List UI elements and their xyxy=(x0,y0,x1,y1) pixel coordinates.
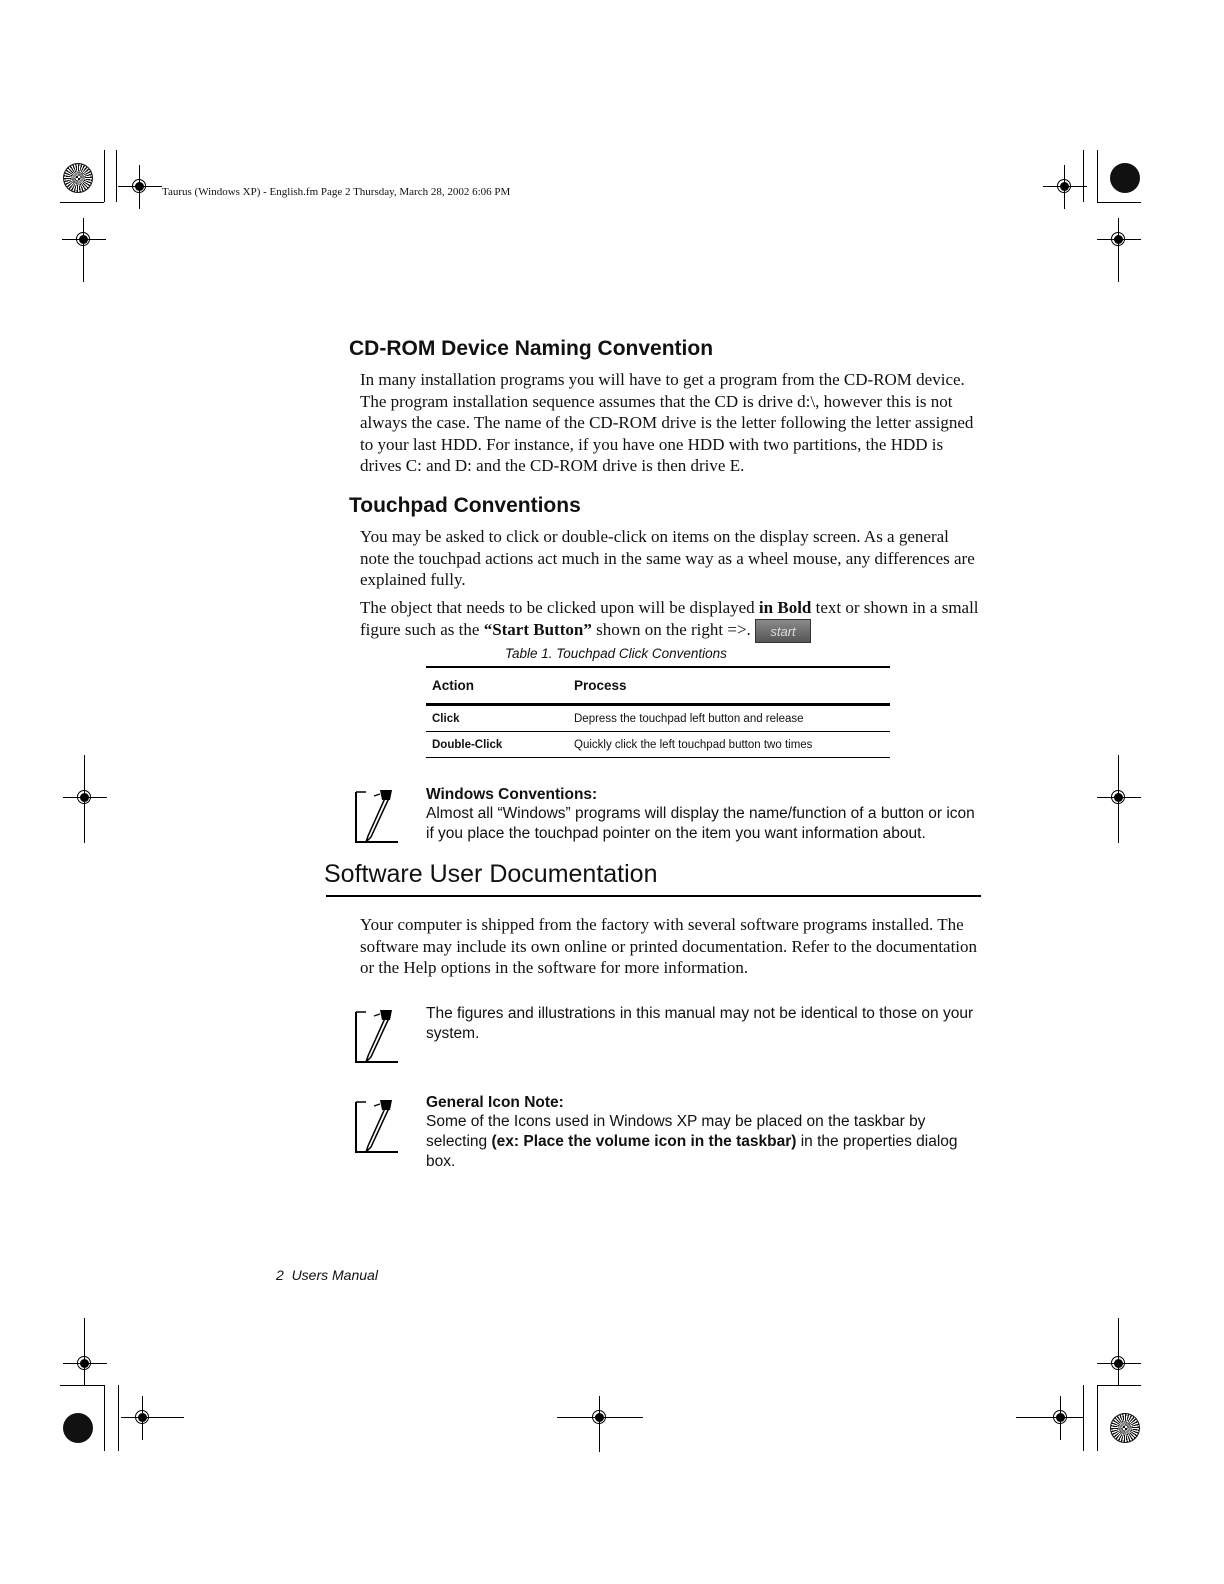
registration-target-icon xyxy=(1043,165,1087,209)
table-header-row xyxy=(426,667,890,705)
touchpad-paragraph-2: The object that needs to be clicked upon will be displayed in Bold text or shown in a small figure such as the “Start Button” shown on the right =>. start xyxy=(360,597,982,643)
note-title: Windows Conventions: xyxy=(426,786,598,803)
registration-disk-icon xyxy=(63,163,93,193)
touchpad-paragraph-1: You may be asked to click or double-click on items on the display screen. As a general note the touchpad actions act much in the same way as a wheel mouse, any differences are explained fully. xyxy=(360,527,975,589)
note-text: Some of the Icons used in Windows XP may be placed on the taskbar by selecting (ex: Place the volume icon in the taskbar) in the properties dialog box. xyxy=(426,1113,958,1170)
table-cell-action: Click xyxy=(426,705,568,732)
registration-target-icon xyxy=(1097,1342,1141,1386)
section-rule xyxy=(326,895,981,897)
registration-target-icon xyxy=(578,1396,622,1440)
section-title-software: Software User Documentation xyxy=(324,860,658,888)
registration-disk-icon xyxy=(63,1413,93,1443)
section-title-cdrom: CD-ROM Device Naming Convention xyxy=(349,337,714,360)
column-header-process: Process xyxy=(568,667,890,705)
running-head: Taurus (Windows XP) - English.fm Page 2 Thursday, March 28, 2002 6:06 PM xyxy=(162,186,511,198)
table-cell-action: Double-Click xyxy=(426,732,568,758)
software-paragraph: Your computer is shipped from the factory with several software programs installed. The software may include its own online or printed documentation. Refer to the documentation or the Help options in the software for more information. xyxy=(360,915,978,977)
table-cell-process: Depress the touchpad left button and release xyxy=(568,705,890,732)
registration-target-icon xyxy=(63,776,107,820)
registration-disk-icon xyxy=(1110,163,1140,193)
table-caption: Table 1. Touchpad Click Conventions xyxy=(505,646,727,661)
table-row xyxy=(426,705,890,732)
table-row xyxy=(426,732,890,758)
figures-note-text: The figures and illustrations in this manual may not be identical to those on your system. xyxy=(426,1005,974,1042)
touchpad-click-table xyxy=(426,666,890,758)
section-title-touchpad: Touchpad Conventions xyxy=(349,494,581,517)
registration-target-icon xyxy=(63,1342,107,1386)
page-footer: 2 Users Manual xyxy=(276,1267,378,1283)
registration-disk-icon xyxy=(1110,1413,1140,1443)
note-text: Almost all “Windows” programs will display the name/function of a button or icon if you place the touchpad pointer on the item you want information about. xyxy=(426,805,975,842)
registration-target-icon xyxy=(1097,776,1141,820)
registration-target-icon xyxy=(1039,1396,1083,1440)
windows-conventions-note xyxy=(426,786,986,844)
registration-target-icon xyxy=(62,218,106,262)
note-pencil-icon xyxy=(352,786,400,846)
registration-target-icon xyxy=(121,1396,165,1440)
column-header-action: Action xyxy=(426,667,568,705)
registration-target-icon xyxy=(118,165,162,209)
registration-target-icon xyxy=(1097,218,1141,262)
table-cell-process: Quickly click the left touchpad button two times xyxy=(568,732,890,758)
cdrom-paragraph: In many installation programs you will have to get a program from the CD-ROM device. The program installation sequence assumes that the CD is drive d:\, however this is not always the case. The name of the CD-ROM drive is the letter following the letter assigned to your last HDD. For instance, if you have one HDD with two partitions, the HDD is drives C: and D: and the CD-ROM drive is then drive E. xyxy=(360,370,974,475)
note-pencil-icon xyxy=(352,1006,400,1066)
general-icon-note xyxy=(426,1094,986,1172)
note-pencil-icon xyxy=(352,1096,400,1156)
note-title: General Icon Note: xyxy=(426,1094,564,1111)
start-button-image: start xyxy=(755,619,811,643)
